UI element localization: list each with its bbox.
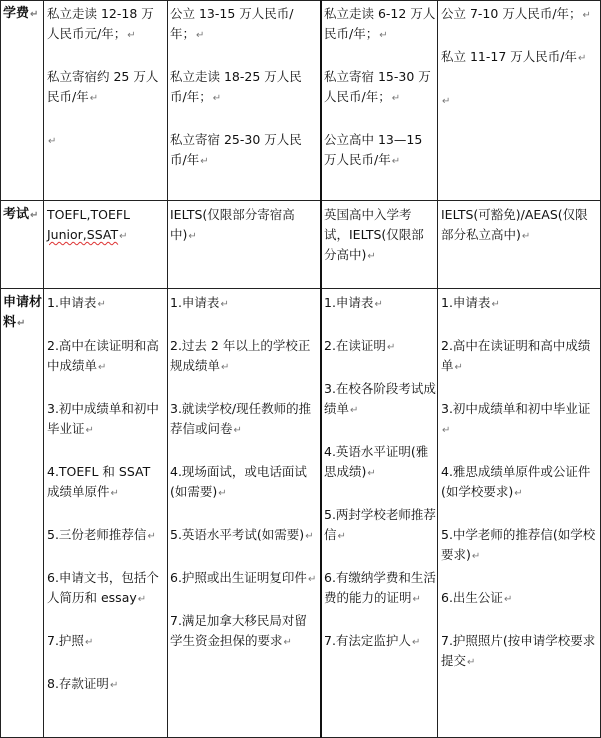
return-mark: ↵ bbox=[110, 488, 119, 499]
return-mark: ↵ bbox=[218, 488, 227, 499]
cell-text: 1.申请表 bbox=[324, 295, 374, 310]
return-mark: ↵ bbox=[491, 299, 500, 310]
return-mark: ↵ bbox=[442, 96, 451, 107]
cell-text: 公立高中 13—15 万人民币/年 bbox=[324, 132, 423, 167]
return-mark: ↵ bbox=[188, 231, 197, 242]
return-mark: ↵ bbox=[200, 156, 209, 167]
exams-cell-3 bbox=[324, 205, 436, 267]
tuition-cell-1 bbox=[47, 4, 165, 152]
cell-text: 5.中学老师的推荐信(如学校要求) bbox=[441, 527, 596, 562]
cell-text: 5.三份老师推荐信 bbox=[47, 527, 147, 542]
return-mark: ↵ bbox=[30, 210, 39, 221]
cell-text: 6.申请文书，包括个人简历和 essay bbox=[47, 570, 159, 605]
cell-text: 2.高中在读证明和高中成绩单 bbox=[441, 338, 591, 373]
row-header-text: 学费 bbox=[3, 6, 30, 21]
table-border-top bbox=[0, 0, 601, 1]
return-mark: ↵ bbox=[467, 657, 476, 668]
cell-text: 私立寄宿 25-30 万人民币/年 bbox=[170, 132, 302, 167]
return-mark: ↵ bbox=[367, 251, 376, 262]
row-header-exams bbox=[3, 205, 43, 226]
return-mark: ↵ bbox=[137, 594, 147, 605]
materials-cell-4 bbox=[441, 293, 597, 673]
cell-text: 公立 7-10 万人民币/年； bbox=[441, 6, 582, 21]
cell-text: 4.雅思成绩单原件或公证件(如学校要求) bbox=[441, 464, 591, 499]
row-header-tuition bbox=[3, 4, 43, 25]
return-mark: ↵ bbox=[119, 231, 128, 242]
return-mark: ↵ bbox=[305, 531, 314, 542]
return-mark: ↵ bbox=[212, 93, 222, 104]
cell-text: 5.英语水平考试(如需要) bbox=[170, 527, 305, 542]
exams-cell-1 bbox=[47, 205, 165, 247]
return-mark: ↵ bbox=[367, 468, 376, 479]
cell-text: 私立走读 12-18 万人民币元/年； bbox=[47, 6, 154, 41]
tuition-cell-2 bbox=[170, 4, 318, 172]
return-mark: ↵ bbox=[30, 9, 39, 20]
column-divider bbox=[320, 0, 322, 738]
return-mark: ↵ bbox=[89, 93, 99, 104]
return-mark: ↵ bbox=[412, 594, 421, 605]
column-divider bbox=[437, 0, 438, 738]
row-divider bbox=[0, 288, 601, 289]
cell-text: 私立走读 6-12 万人民币/年； bbox=[324, 6, 436, 41]
table-border-left bbox=[0, 0, 1, 738]
tuition-cell-3 bbox=[324, 4, 436, 172]
return-mark: ↵ bbox=[391, 93, 401, 104]
return-mark: ↵ bbox=[109, 680, 119, 691]
cell-text: 2.过去 2 年以上的学校正规成绩单 bbox=[170, 338, 311, 373]
column-divider bbox=[167, 0, 168, 738]
return-mark: ↵ bbox=[350, 405, 359, 416]
cell-text: 3.就读学校/现任教师的推荐信或问卷 bbox=[170, 401, 312, 436]
return-mark: ↵ bbox=[220, 299, 229, 310]
return-mark: ↵ bbox=[411, 637, 421, 648]
cell-text: 6.护照或出生证明复印件 bbox=[170, 570, 307, 585]
spellcheck-underlined-text: Junior,SSAT bbox=[47, 227, 119, 242]
return-mark: ↵ bbox=[84, 637, 94, 648]
return-mark: ↵ bbox=[521, 231, 531, 242]
cell-text: 私立走读 18-25 万人民币/年； bbox=[170, 69, 302, 104]
cell-text: 2.高中在读证明和高中成绩单 bbox=[47, 338, 159, 373]
cell-text: 1.申请表 bbox=[47, 295, 97, 310]
cell-text: 4.现场面试，或电话面试(如需要) bbox=[170, 464, 307, 499]
cell-text: 私立寄宿约 25 万人民币/年 bbox=[47, 69, 159, 104]
return-mark: ↵ bbox=[582, 10, 591, 21]
cell-text: 6.有缴纳学费和生活费的能力的证明 bbox=[324, 570, 436, 605]
return-mark: ↵ bbox=[196, 30, 205, 41]
cell-text: 6.出生公证 bbox=[441, 590, 503, 605]
cell-text: 2.在读证明 bbox=[324, 338, 386, 353]
return-mark: ↵ bbox=[386, 342, 396, 353]
materials-cell-2 bbox=[170, 293, 318, 653]
cell-text: 5.两封学校老师推荐信 bbox=[324, 507, 436, 542]
return-mark: ↵ bbox=[127, 30, 136, 41]
cell-text: 3.在校各阶段考试成绩单 bbox=[324, 381, 436, 416]
cell-text: 7.满足加拿大移民局对留学生资金担保的要求 bbox=[170, 613, 307, 648]
return-mark: ↵ bbox=[97, 299, 106, 310]
cell-text: 8.存款证明 bbox=[47, 676, 109, 691]
cell-text: 英国高中入学考试，IELTS(仅限部分高中) bbox=[324, 207, 424, 262]
return-mark: ↵ bbox=[442, 425, 451, 436]
return-mark: ↵ bbox=[98, 362, 107, 373]
cell-text: 1.申请表 bbox=[170, 295, 220, 310]
cell-text: IELTS(仅限部分寄宿高中) bbox=[170, 207, 295, 242]
exams-cell-4 bbox=[441, 205, 597, 247]
column-divider bbox=[43, 0, 44, 738]
return-mark: ↵ bbox=[85, 425, 94, 436]
row-header-text: 考试 bbox=[3, 207, 30, 222]
return-mark: ↵ bbox=[514, 488, 523, 499]
return-mark: ↵ bbox=[283, 637, 292, 648]
cell-text: 3.初中成绩单和初中毕业证 bbox=[47, 401, 159, 436]
cell-text: 7.护照照片(按申请学校要求提交 bbox=[441, 633, 596, 668]
cell-text: IELTS(可豁免)/AEAS(仅限部分私立高中) bbox=[441, 207, 588, 242]
return-mark: ↵ bbox=[577, 53, 587, 64]
tuition-cell-4 bbox=[441, 4, 597, 112]
return-mark: ↵ bbox=[391, 156, 401, 167]
row-header-text: 申请材料 bbox=[3, 295, 43, 330]
return-mark: ↵ bbox=[454, 362, 463, 373]
cell-text: 3.初中成绩单和初中毕业证 bbox=[441, 401, 591, 416]
cell-text: 私立寄宿 15-30 万人民币/年； bbox=[324, 69, 431, 104]
cell-text: 私立 11-17 万人民币/年 bbox=[441, 49, 577, 64]
cell-text: TOEFL,TOEFL bbox=[47, 207, 131, 222]
return-mark: ↵ bbox=[17, 318, 26, 329]
return-mark: ↵ bbox=[221, 362, 230, 373]
return-mark: ↵ bbox=[374, 299, 383, 310]
cell-text: 7.有法定监护人 bbox=[324, 633, 411, 648]
cell-text: 4.英语水平证明(雅思成绩) bbox=[324, 444, 429, 479]
materials-cell-3 bbox=[324, 293, 436, 653]
return-mark: ↵ bbox=[337, 531, 346, 542]
row-header-materials bbox=[3, 293, 43, 334]
return-mark: ↵ bbox=[379, 30, 388, 41]
return-mark: ↵ bbox=[503, 594, 513, 605]
return-mark: ↵ bbox=[48, 136, 57, 147]
cell-text: 公立 13-15 万人民币/年； bbox=[170, 6, 294, 41]
row-divider bbox=[0, 200, 601, 201]
return-mark: ↵ bbox=[147, 531, 156, 542]
materials-cell-1 bbox=[47, 293, 165, 696]
return-mark: ↵ bbox=[471, 551, 481, 562]
exams-cell-2 bbox=[170, 205, 318, 247]
cell-text: 7.护照 bbox=[47, 633, 84, 648]
return-mark: ↵ bbox=[307, 574, 317, 585]
return-mark: ↵ bbox=[233, 425, 242, 436]
cell-text: 4.TOEFL 和 SSAT 成绩单原件 bbox=[47, 464, 151, 499]
cell-text: 1.申请表 bbox=[441, 295, 491, 310]
